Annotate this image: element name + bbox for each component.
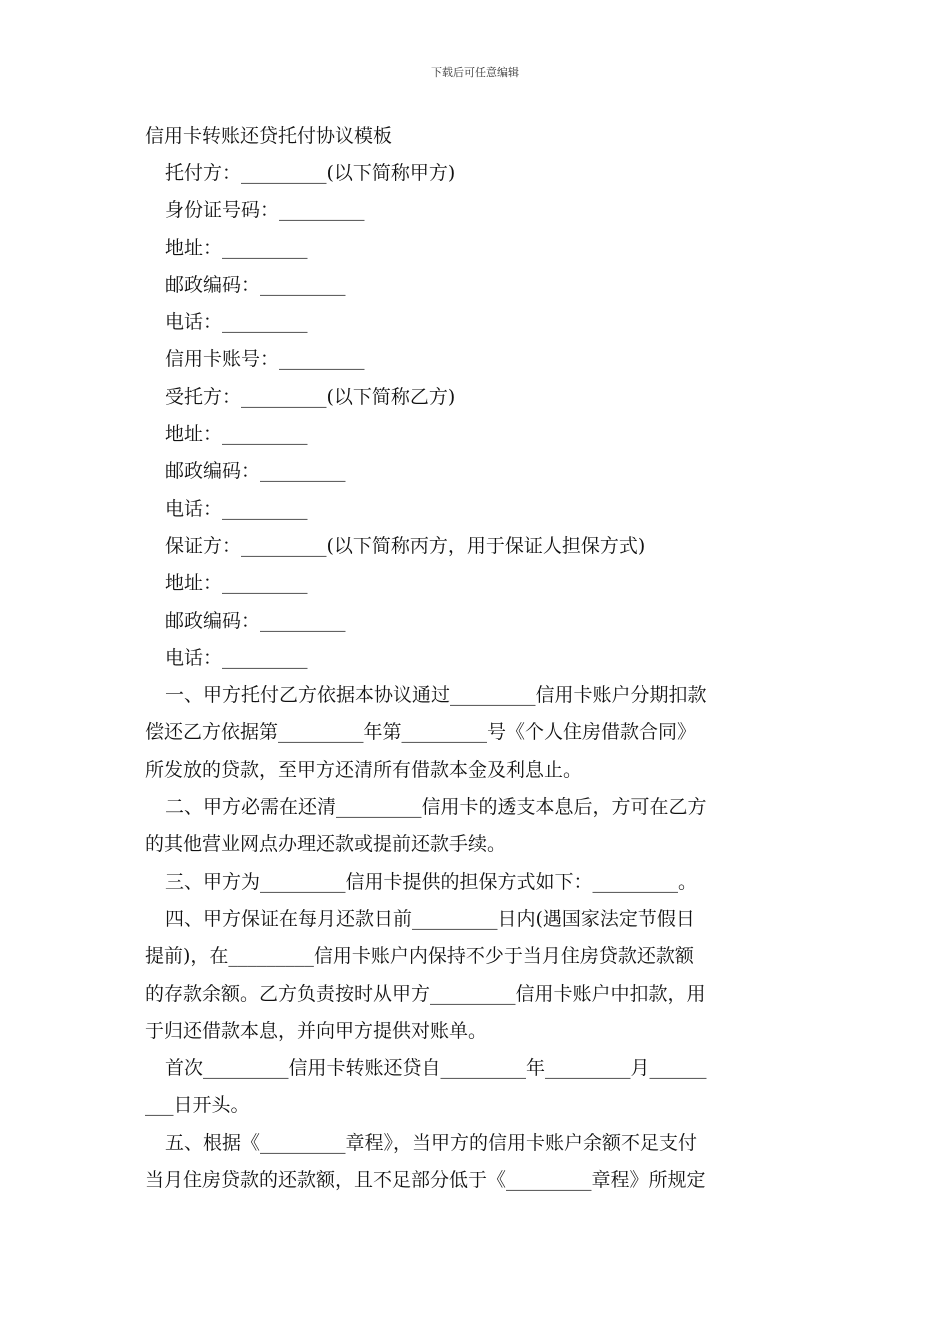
field-phone: 电话：_________ [165, 646, 308, 669]
field-address: 地址：_________ [165, 572, 308, 595]
clause-3 [145, 864, 807, 901]
field-card-number: 信用卡账号：_________ [165, 348, 365, 371]
clause-5 [145, 1125, 807, 1200]
page-header-note: 下载后可任意编辑 [431, 66, 519, 79]
field-postcode: 邮政编码：_________ [165, 609, 346, 632]
document-body [145, 118, 807, 1199]
clause-line: 一、甲方托付乙方依据本协议通过_________信用卡账户分期扣款 [165, 684, 707, 707]
clause-2 [145, 789, 807, 864]
field-id-number: 身份证号码：_________ [165, 199, 365, 222]
field-guarantor: 保证方：_________(以下简称丙方，用于保证人担保方式) [165, 534, 646, 557]
field-client: 托付方：_________(以下简称甲方) [165, 162, 456, 184]
field-address: 地址：_________ [165, 236, 308, 259]
clause-line: 所发放的贷款，至甲方还清所有借款本金及利息止。 [145, 758, 583, 781]
clause-line: 的其他营业网点办理还款或提前还款手续。 [145, 833, 507, 856]
clause-4 [145, 901, 807, 1050]
field-phone: 电话：_________ [165, 497, 308, 520]
clause-line: 的存款余额。乙方负责按时从甲方_________信用卡账户中扣款，用 [145, 982, 706, 1005]
document-title: 信用卡转账还贷托付协议模板 [145, 125, 393, 147]
clause-line: 偿还乙方依据第_________年第_________号《个人住房借款合同》 [145, 721, 697, 744]
field-address: 地址：_________ [165, 423, 308, 446]
clause-line: 四、甲方保证在每月还款日前_________日内(遇国家法定节假日 [165, 907, 695, 930]
clause-line: 三、甲方为_________信用卡提供的担保方式如下：_________。 [165, 870, 698, 893]
clause-line: 首次_________信用卡转账还贷自_________年_________月______ [165, 1057, 707, 1080]
field-phone: 电话：_________ [165, 311, 308, 334]
clause-1 [145, 677, 807, 789]
clause-line: 于归还借款本息，并向甲方提供对账单。 [145, 1019, 488, 1042]
field-trustee: 受托方：_________(以下简称乙方) [165, 385, 456, 408]
clause-line: 二、甲方必需在还清_________信用卡的透支本息后，方可在乙方 [165, 796, 707, 819]
clause-line: 当月住房贷款的还款额，且不足部分低于《_________章程》所规定 [145, 1169, 706, 1192]
clause-line: 提前)，在_________信用卡账户内保持不少于当月住房贷款还款额 [145, 945, 694, 968]
clause-line: ___日开头。 [145, 1094, 250, 1117]
clause-line: 五、根据《_________章程》，当甲方的信用卡账户余额不足支付 [165, 1131, 698, 1154]
field-postcode: 邮政编码：_________ [165, 460, 346, 483]
field-postcode: 邮政编码：_________ [165, 273, 346, 296]
clause-first-transfer [145, 1050, 807, 1125]
